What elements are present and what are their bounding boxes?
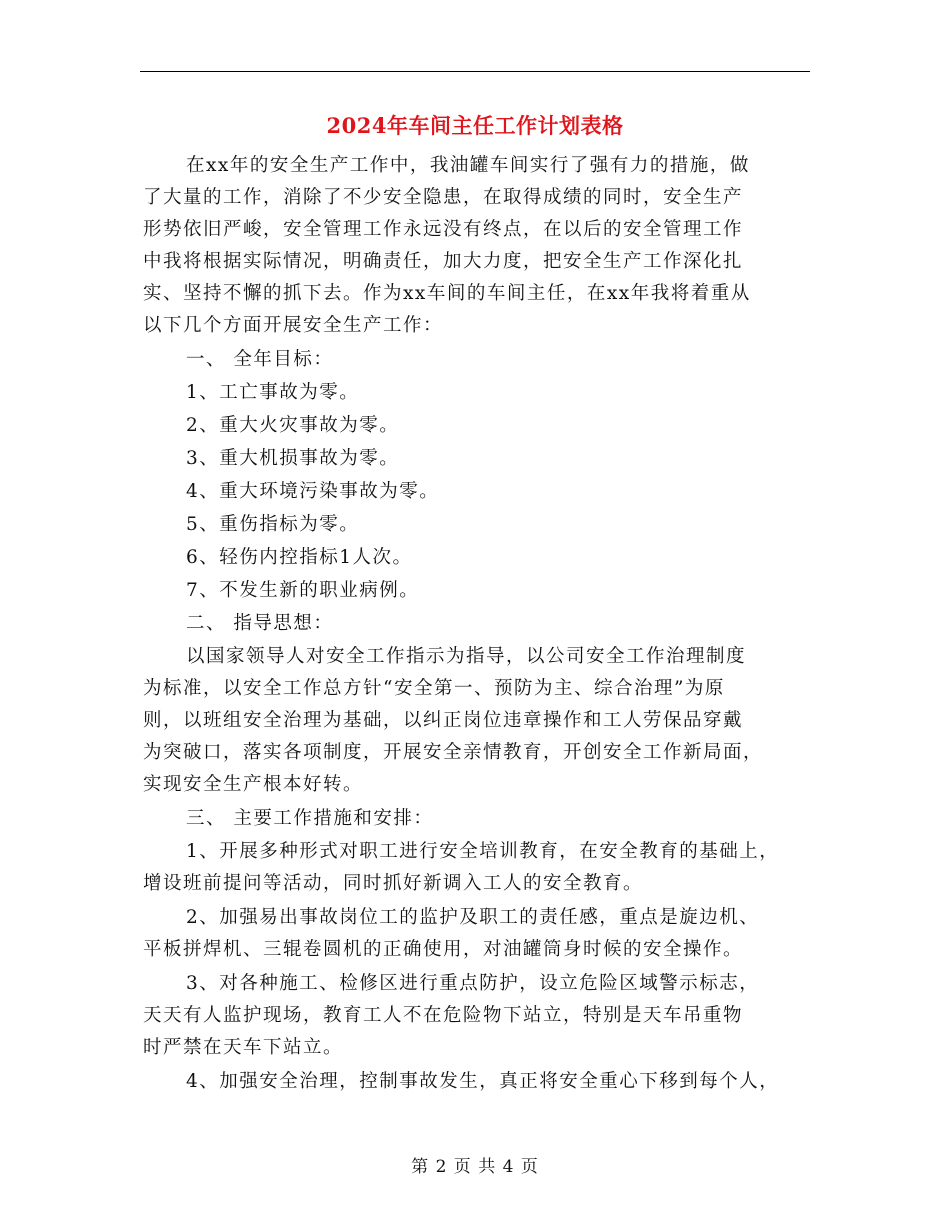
paragraph-line: 为突破口，落实各项制度，开展安全亲情教育，开创安全工作新局面，	[143, 742, 764, 763]
list-item: 3、重大机损事故为零。	[186, 448, 400, 469]
list-item: 5、重伤指标为零。	[186, 514, 360, 535]
paragraph-line: 中我将根据实际情况，明确责任，加大力度，把安全生产工作深化扎	[143, 251, 744, 272]
list-item: 1、工亡事故为零。	[186, 382, 360, 403]
list-item: 6、轻伤内控指标1人次。	[186, 547, 413, 568]
paragraph-line: 形势依旧严峻，安全管理工作永远没有终点，在以后的安全管理工作	[143, 219, 744, 240]
paragraph-line: 2、加强易出事故岗位工的监护及职工的责任感，重点是旋边机、	[186, 907, 760, 928]
paragraph-line: 实现安全生产根本好转。	[143, 774, 364, 795]
section-heading: 一、 全年目标：	[186, 349, 334, 370]
paragraph-line: 平板拼焊机、三辊卷圆机的正确使用，对油罐筒身时候的安全操作。	[143, 939, 744, 960]
paragraph-line: 以下几个方面开展安全生产工作：	[143, 315, 444, 336]
section-heading: 二、 指导思想：	[186, 613, 334, 634]
section-heading: 三、 主要工作措施和安排：	[186, 808, 434, 829]
paragraph-line: 了大量的工作，消除了不少安全隐患，在取得成绩的同时，安全生产	[143, 187, 744, 208]
paragraph-line: 1、开展多种形式对职工进行安全培训教育，在安全教育的基础上，	[186, 841, 780, 862]
paragraph-line: 增设班前提问等活动，同时抓好新调入工人的安全教育。	[143, 873, 644, 894]
paragraph-line: 则，以班组安全治理为基础，以纠正岗位违章操作和工人劳保品穿戴	[143, 710, 744, 731]
list-item: 2、重大火灾事故为零。	[186, 415, 400, 436]
paragraph-line: 天天有人监护现场，教育工人不在危险物下站立，特别是天车吊重物	[143, 1005, 744, 1026]
header-rule	[140, 71, 810, 72]
paragraph-line: 3、对各种施工、检修区进行重点防护，设立危险区域警示标志，	[186, 973, 760, 994]
document-title: 2024年车间主任工作计划表格	[326, 113, 624, 138]
paragraph-line: 4、加强安全治理，控制事故发生，真正将安全重心下移到每个人，	[186, 1071, 780, 1092]
paragraph-line: 为标准，以安全工作总方针“安全第一、预防为主、综合治理”为原	[143, 678, 725, 699]
page-footer: 第 2 页 共 4 页	[411, 1157, 539, 1177]
paragraph-line: 在xx年的安全生产工作中，我油罐车间实行了强有力的措施，做	[186, 155, 750, 176]
list-item: 4、重大环境污染事故为零。	[186, 481, 440, 502]
paragraph-line: 时严禁在天车下站立。	[143, 1037, 344, 1058]
list-item: 7、不发生新的职业病例。	[186, 580, 420, 601]
paragraph-line: 实、坚持不懈的抓下去。作为xx车间的车间主任，在xx年我将着重从	[143, 283, 751, 304]
paragraph-line: 以国家领导人对安全工作指示为指导，以公司安全工作治理制度	[186, 646, 747, 667]
